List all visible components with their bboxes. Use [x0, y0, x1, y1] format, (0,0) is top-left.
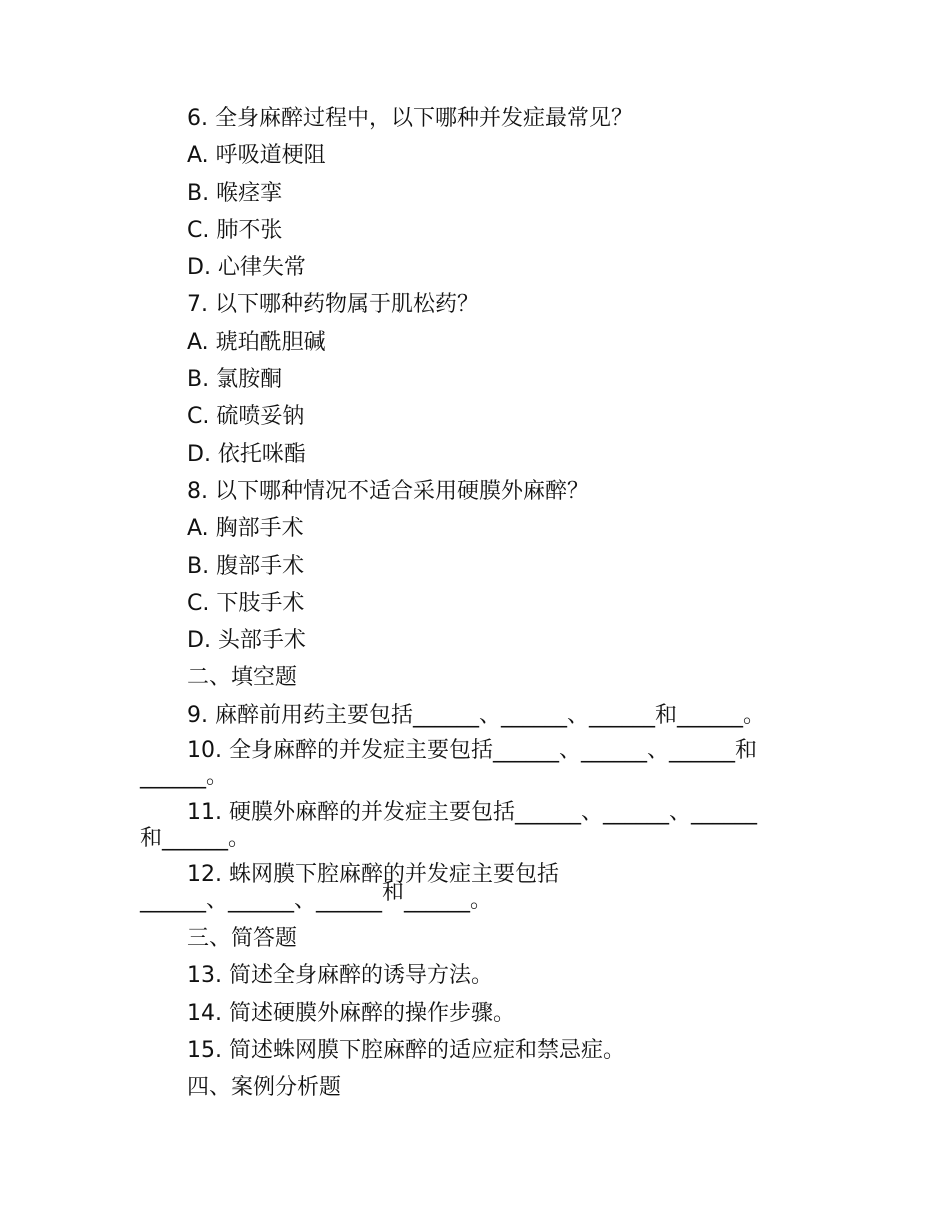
question-12-line-1: 12. 蛛网膜下腔麻醉的并发症主要包括 — [187, 862, 559, 888]
question-7-option-a: A. 琥珀酰胆碱 — [187, 329, 326, 355]
question-6-option-b: B. 喉痉挛 — [187, 180, 283, 206]
question-8-stem: 8. 以下哪种情况不适合采用硬膜外麻醉？ — [187, 478, 589, 504]
question-7-option-b: B. 氯胺酮 — [187, 367, 283, 393]
question-9: 9. 麻醉前用药主要包括______、______、______和______。 — [187, 702, 765, 728]
question-10-line-1: 10. 全身麻醉的并发症主要包括______、______、______和 — [187, 738, 757, 764]
question-12-blanks: ______、______、______ — [140, 888, 383, 914]
question-12 — [140, 858, 805, 920]
question-7-option-d: D. 依托咪酯 — [187, 441, 306, 467]
question-12-conjunction: 和 — [382, 880, 405, 906]
question-15: 15. 简述蛛网膜下腔麻醉的适应症和禁忌症。 — [187, 1037, 625, 1063]
question-7-stem: 7. 以下哪种药物属于肌松药？ — [187, 292, 479, 318]
question-8-option-c: C. 下肢手术 — [187, 590, 305, 616]
question-8-option-b: B. 腹部手术 — [187, 553, 305, 579]
question-11 — [140, 796, 805, 858]
section-2-heading: 二、填空题 — [187, 665, 298, 691]
question-13: 13. 简述全身麻醉的诱导方法。 — [187, 963, 493, 989]
question-6-option-a: A. 呼吸道梗阻 — [187, 143, 326, 169]
question-11-line-1: 11. 硬膜外麻醉的并发症主要包括______、______、______ — [187, 800, 757, 826]
question-14: 14. 简述硬膜外麻醉的操作步骤。 — [187, 1000, 515, 1026]
question-8-option-a: A. 胸部手术 — [187, 516, 304, 542]
question-7-option-c: C. 硫喷妥钠 — [187, 404, 305, 430]
question-12-line-2 — [140, 880, 805, 914]
page-content — [140, 100, 805, 1107]
question-8-option-d: D. 头部手术 — [187, 628, 306, 654]
question-6-stem: 6. 全身麻醉过程中，以下哪种并发症最常见？ — [187, 106, 633, 131]
question-6-option-d: D. 心律失常 — [187, 255, 306, 281]
question-6-option-c: C. 肺不张 — [187, 217, 283, 243]
question-11-line-2: 和______。 — [140, 826, 251, 852]
question-12-last-blank: ______。 — [404, 888, 493, 914]
question-10 — [140, 734, 805, 796]
section-3-heading: 三、简答题 — [187, 926, 298, 952]
question-10-line-2: ______。 — [140, 764, 229, 790]
section-4-heading: 四、案例分析题 — [187, 1075, 342, 1101]
